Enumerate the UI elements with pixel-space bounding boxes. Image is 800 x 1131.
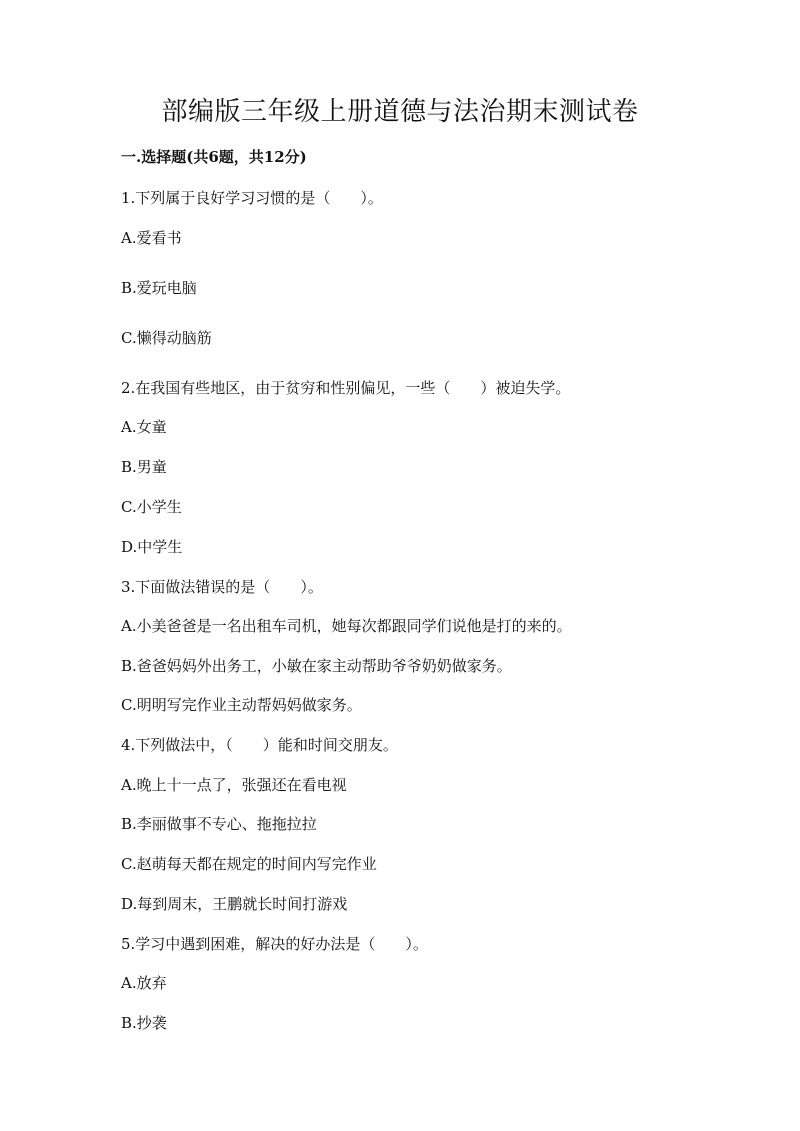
q3-option-a: A.小美爸爸是一名出租车司机，她每次都跟同学们说他是打的来的。 — [121, 617, 572, 635]
q2-option-c: C.小学生 — [121, 498, 182, 516]
q1-option-b: B.爱玩电脑 — [121, 279, 197, 297]
q4-option-b: B.李丽做事不专心、拖拖拉拉 — [121, 815, 317, 833]
q2-stem: 2.在我国有些地区，由于贫穷和性别偏见，一些（ ）被迫失学。 — [121, 379, 571, 397]
exam-title: 部编版三年级上册道德与法治期末测试卷 — [161, 97, 639, 127]
q2-option-a: A.女童 — [121, 418, 167, 436]
q2-option-b: B.男童 — [121, 458, 167, 476]
q5-option-b: B.抄袭 — [121, 1014, 167, 1032]
q4-option-d: D.每到周末，王鹏就长时间打游戏 — [121, 895, 348, 913]
q3-option-b: B.爸爸妈妈外出务工，小敏在家主动帮助爷爷奶奶做家务。 — [121, 657, 512, 675]
q1-option-c: C.懒得动脑筋 — [121, 329, 212, 347]
q3-stem: 3.下面做法错误的是（ ）。 — [121, 578, 323, 596]
q4-stem: 4.下列做法中，（ ）能和时间交朋友。 — [121, 736, 398, 754]
section-heading: 一.选择题(共6题，共12分) — [121, 148, 307, 166]
q3-option-c: C.明明写完作业主动帮妈妈做家务。 — [121, 696, 362, 714]
q4-option-c: C.赵萌每天都在规定的时间内写完作业 — [121, 855, 377, 873]
q5-stem: 5.学习中遇到困难，解决的好办法是（ ）。 — [121, 935, 428, 953]
q4-option-a: A.晚上十一点了，张强还在看电视 — [121, 776, 347, 794]
q2-option-d: D.中学生 — [121, 538, 183, 556]
q1-option-a: A.爱看书 — [121, 229, 182, 247]
q1-stem: 1.下列属于良好学习习惯的是（ ）。 — [121, 189, 383, 207]
q5-option-a: A.放弃 — [121, 974, 167, 992]
